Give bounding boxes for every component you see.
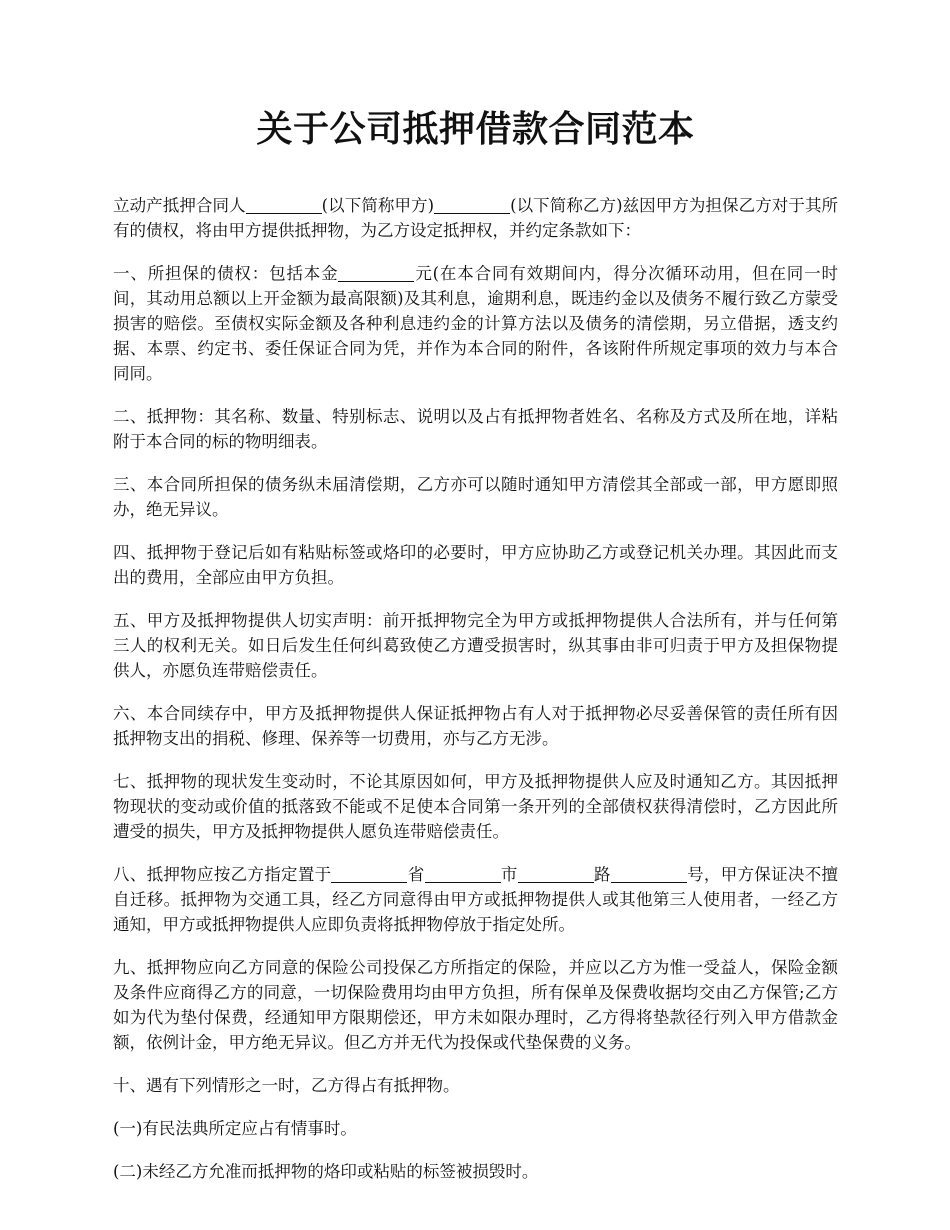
contract-paragraph [113,261,838,386]
paragraph-text: 六、本合同续存中，甲方及抵押物提供人保证抵押物占有人对于抵押物必尽妥善保管的责任所有因抵押物支出的捐税、修理、保养等一切费用，亦与乙方无涉。 [113,704,838,749]
paragraph-text: 号，甲方保证决不擅自迁移。抵押物为交通工具，经乙方同意得由甲方或抵押物提供人或其他第三人使用者，一经乙方通知，甲方或抵押物提供人应即负责将抵押物停放于指定处所。 [113,865,839,935]
paragraph-text: (以下简称甲方) [321,196,435,216]
paragraph-text: 省 [407,865,425,885]
fill-in-blank [434,195,510,214]
paragraph-text: (以下简称乙方)兹因甲方为担保乙方对于其所有的债权，将由甲方提供抵押物，为乙方设定抵押权，并约定条款如下： [113,196,839,241]
contract-paragraph [113,608,838,683]
page-title: 关于公司抵押借款合同范本 [256,108,695,150]
fill-in-blank [425,864,501,883]
paragraph-text: 市 [500,865,518,885]
fill-in-blank [246,195,322,214]
paragraph-text: 元(在本合同有效期间内，得分次循环动用，但在同一时间，其动用总额以上开金额为最高限额)及其利息，逾期利息，既违约金以及债务不履行致乙方蒙受损害的赔偿。至债权实际金额及各种利息违约金的计算方法以及债务的清偿期，另立借据，透支约据、本票、约定书、委任保证合同为凭，并作为本合同的附件，各该附件所规定事项的效力与本合同同。 [113,264,838,384]
paragraph-text: 十、遇有下列情形之一时，乙方得占有抵押物。 [113,1076,460,1096]
contract-paragraph [113,404,838,454]
contract-paragraph [113,1159,838,1184]
fill-in-blank [331,864,407,883]
contract-paragraph [113,862,838,937]
paragraph-text: 四、抵押物于登记后如有粘贴标签或烙印的必要时，甲方应协助乙方或登记机关办理。其因此而支出的费用，全部应由甲方负担。 [113,543,838,588]
contract-paragraph [113,1073,838,1098]
paragraph-text: 一、所担保的债权：包括本金 [113,264,339,284]
paragraph-text: 五、甲方及抵押物提供人切实声明：前开抵押物完全为甲方或抵押物提供人合法所有，并与任何第三人的权利无关。如日后发生任何纠葛致使乙方遭受损害时，纵其事由非可归责于甲方及担保物提供人，亦愿负连带赔偿责任。 [113,611,838,681]
document-body [113,193,838,1184]
paragraph-text: (一)有民法典所定应占有情事时。 [113,1119,357,1139]
fill-in-blank [518,864,594,883]
contract-paragraph [113,193,838,243]
contract-paragraph [113,769,838,844]
paragraph-text: 路 [593,865,611,885]
contract-paragraph [113,701,838,751]
contract-paragraph [113,540,838,590]
contract-paragraph [113,1116,838,1141]
paragraph-text: 八、抵押物应按乙方指定置于 [113,865,332,885]
contract-paragraph [113,472,838,522]
fill-in-blank [338,263,414,282]
paragraph-text: 二、抵押物：其名称、数量、特别标志、说明以及占有抵押物者姓名、名称及方式及所在地，详粘附于本合同的标的物明细表。 [113,407,838,452]
paragraph-text: 七、抵押物的现状发生变动时，不论其原因如何，甲方及抵押物提供人应及时通知乙方。其因抵押物现状的变动或价值的抵落致不能或不足使本合同第一条开列的全部债权获得清偿时，乙方因此所遭受的损失，甲方及抵押物提供人愿负连带赔偿责任。 [113,772,838,842]
paragraph-text: (二)未经乙方允准而抵押物的烙印或粘贴的标签被损毁时。 [113,1162,539,1182]
contract-paragraph [113,955,838,1055]
paragraph-text: 立动产抵押合同人 [113,196,246,216]
fill-in-blank [611,864,687,883]
paragraph-text: 三、本合同所担保的债务纵未届清偿期，乙方亦可以随时通知甲方清偿其全部或一部，甲方愿即照办，绝无异议。 [113,475,838,520]
paragraph-text: 九、抵押物应向乙方同意的保险公司投保乙方所指定的保险，并应以乙方为惟一受益人，保险金额及条件应商得乙方的同意，一切保险费用均由甲方负担，所有保单及保费收据均交由乙方保管;乙方如为代为垫付保费，经通知甲方限期偿还，甲方未如限办理时，乙方得将垫款径行列入甲方借款金额，依例计金，甲方绝无异议。但乙方并无代为投保或代垫保费的义务。 [113,958,838,1053]
